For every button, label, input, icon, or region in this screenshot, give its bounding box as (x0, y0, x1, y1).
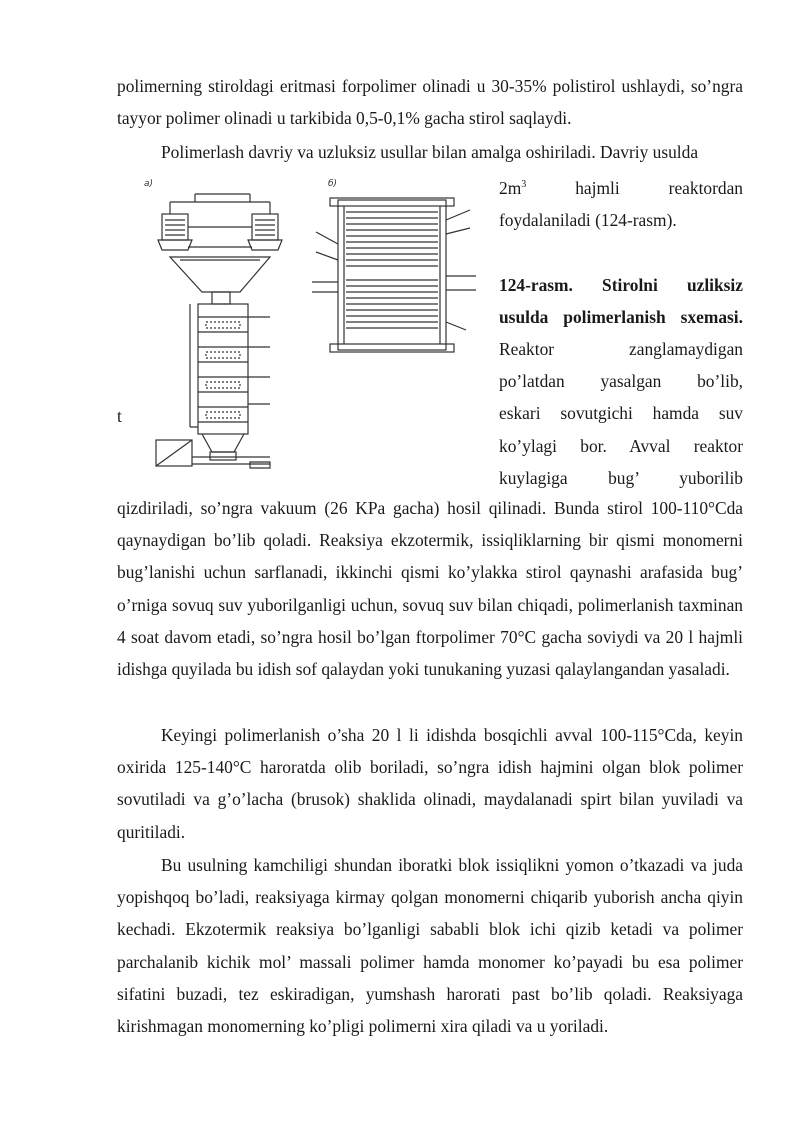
paragraph-method-first-line: Polimerlash davriy va uzluksiz usullar bilan amalga oshiriladi. Davriy usulda (161, 142, 699, 162)
figure-caption-line-2: usulda polimerlanish sxemasi. (499, 306, 743, 327)
stray-letter: t (117, 406, 122, 426)
side-row-6: po’latdan yasalgan bo’lib, (499, 371, 743, 392)
side-row-1 (499, 172, 743, 204)
svg-text:б): б) (328, 179, 338, 189)
paragraph-drawbacks: Bu usulning kamchiligi shundan iboratki blok issiqlikni yomon o’tkazadi va juda yopishqoq bo’ladi, reaksiyaga kirmay qolgan monomerni chiqarib yuborish ancha qiyin kechadi. Ekzotermik reaksiya bo’lganligi sababli blok ichi qizib ketadi va polimer parchalanib kichik mol’ massali polimer hamda monomer ko’payadi bu esa polimer sifatini buzadi, tez eskiradigan, yumshash harorati past bo’lib qoladi. Reaksiyaga kirishmagan monomerning ko’pligi polimerni xira qiladi va u yoriladi. (117, 855, 743, 1037)
side-row-5: Reaktor zanglamaydigan (499, 338, 743, 359)
side-row-2: foydalaniladi (124-rasm). (499, 210, 677, 231)
svg-text:a): a) (144, 179, 154, 189)
side-row-1-text: hajmli reaktordan (526, 178, 743, 198)
paragraph-method-continued: qizdiriladi, so’ngra vakuum (26 KPa gacha) hosil qilinadi. Bunda stirol 100-110°Cda qaynaydigan bo’lib qoladi. Reaksiya ekzotermik, issiqliklarning bir qismi monomerni bug’lanishi uchun sarflanadi, ikkinchi qismi ko’ylakka stirol qaynashi arafasida bug’ o’rniga sovuq suv yuborilganligi uchun, sovuq suv bilan chiqadi, polimerlanish taxminan 4 soat davom etadi, so’ngra hosil bo’lgan ftorpolimer 70°C gacha soviydi va 20 l hajmli idishga quyilada bu idish sof qalaydan yoki tunukaning yuzasi qalaylangandan yasaladi. (117, 498, 743, 680)
reactor-scheme-figure (140, 172, 495, 482)
side-row-7: eskari sovutgichi hamda suv (499, 403, 743, 424)
paragraph-intro: polimerning stiroldagi eritmasi forpolimer olinadi u 30-35% polistirol ushlaydi, so’ngra tayyor polimer olinadi u tarkibida 0,5-0,1% gacha stirol saqlaydi. (117, 76, 743, 129)
volume-exponent: 3 (521, 179, 527, 190)
volume-value: 2m (499, 178, 522, 198)
side-row-8: ko’ylagi bor. Avval reaktor (499, 435, 743, 456)
figure-caption-line-1: 124-rasm. Stirolni uzliksiz (499, 274, 743, 295)
side-spacer (499, 236, 743, 268)
side-text-column (499, 172, 743, 494)
reactor-scheme-drawing (140, 172, 495, 482)
paragraph-next-stage: Keyingi polimerlanish o’sha 20 l li idishda bosqichli avval 100-115°Cda, keyin oxirida 125-140°C haroratda olib boriladi, so’ngra idish hajmini olgan blok polimer sovutiladi va g’o’lacha (brusok) shaklida olinadi, maydalanadi spirt bilan yuviladi va quritiladi. (117, 725, 743, 842)
side-row-9: kuylagiga bug’ yuborilib (499, 467, 743, 488)
